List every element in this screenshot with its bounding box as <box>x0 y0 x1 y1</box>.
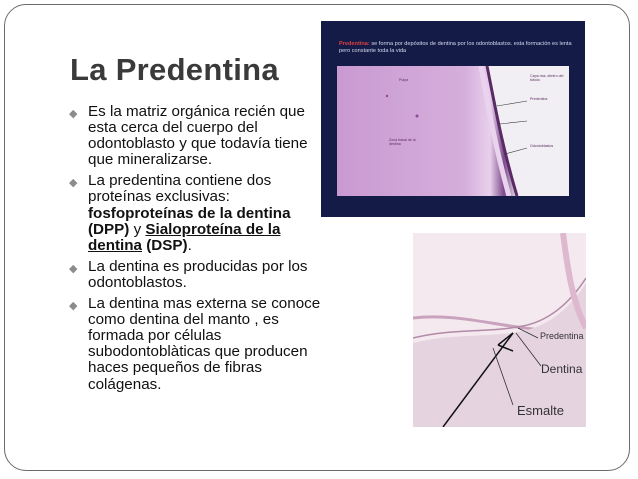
bullet-item <box>68 173 326 253</box>
bullet-marker-icon: ◆ <box>69 108 78 120</box>
histology-image-predentina <box>321 21 585 217</box>
label-zona-basal: Zona basal de la dentina <box>389 138 416 146</box>
label-predentina: Predentina <box>530 97 548 101</box>
label-pulpa: Pulpa <box>399 78 409 82</box>
bullet-text: . <box>187 236 192 254</box>
tissue-svg <box>337 66 569 196</box>
bullet-text: Es la matriz orgánica recién que esta cerca del cuerpo del odontoblasto y que todavía tiene que mineralizarse. <box>88 103 308 169</box>
bullet-text: La dentina mas externa se conoce como dentina del manto , es formada por células subodontoblàticas que producen haces pequeños de fibras colágenas. <box>88 295 321 393</box>
bullet-list <box>68 104 326 398</box>
label-odontoblastos: Odontoblastos <box>530 144 554 148</box>
bullet-text: La dentina es producidas por los odontoblastos. <box>88 257 308 291</box>
bullet-marker-icon: ◆ <box>69 300 78 313</box>
label-dentina: Dentina <box>541 362 583 376</box>
histology-image-esmalte <box>413 233 586 427</box>
bullet-text: La predentina contiene dos proteínas exclusivas: <box>88 172 272 206</box>
bullet-bold-dpp: fosfoproteínas de la dentina (DPP) <box>88 204 291 238</box>
bullet-bold-dsp-abbr: (DSP) <box>142 236 188 254</box>
bullet-bold-dsp: Sialoproteína de la dentina <box>88 220 281 254</box>
label-esmalte: Esmalte <box>517 403 564 418</box>
bullet-marker-icon: ◆ <box>69 177 78 190</box>
tissue-section <box>337 66 569 196</box>
tissue-svg-2 <box>413 233 586 427</box>
slide-title: La Predentina <box>70 52 279 87</box>
bullet-item <box>68 104 326 168</box>
bullet-text: y <box>129 220 146 238</box>
image-caption: Predentina: se forma por depósitos de dentina por los odontoblastos. esta formación es lenta pero constante toda la vida <box>339 41 572 54</box>
bullet-marker-icon: ◆ <box>69 262 78 275</box>
label-predentina-2: Predentina <box>540 331 584 341</box>
label-capa: Capa rica, dentro del túbulo <box>530 74 564 82</box>
bullet-item <box>68 259 326 291</box>
bullet-item <box>68 296 326 393</box>
